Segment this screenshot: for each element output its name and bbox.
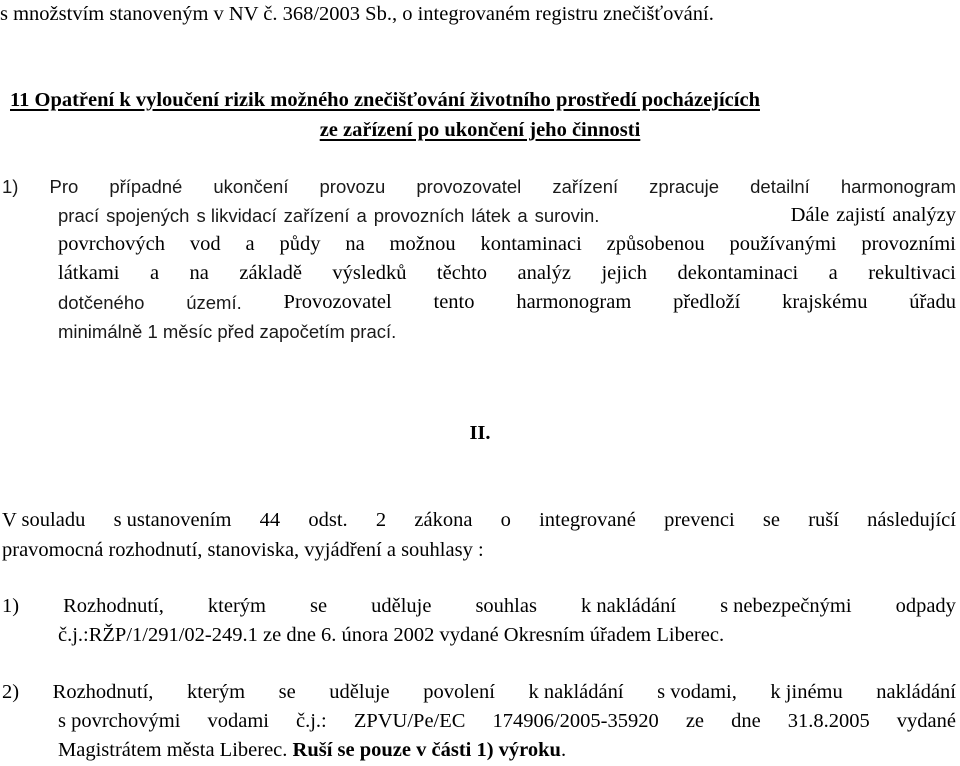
word: uděluje	[329, 681, 390, 703]
word: harmonogram	[840, 176, 956, 197]
word: se	[310, 595, 328, 617]
word: integrované	[539, 509, 636, 531]
word: prevenci	[664, 509, 735, 531]
word: s likvidací	[196, 205, 277, 226]
word: způsobenou	[606, 233, 705, 255]
word: zajistí	[836, 204, 886, 226]
word: detailní	[750, 176, 810, 197]
word: dotčeného	[58, 292, 145, 313]
word: harmonogram	[516, 291, 632, 313]
item2-line-2	[58, 707, 956, 736]
item1-line-2: č.j.:RŽP/1/291/02-249.1 ze dne 6. února 2002 vydané Okresním úřadem Liberec.	[58, 624, 725, 646]
word: prací	[58, 205, 100, 226]
word: povrchových	[58, 233, 166, 255]
word: ukončení	[213, 176, 289, 197]
word: dne	[731, 710, 761, 732]
word: základě	[239, 262, 302, 284]
para1-line-5	[58, 288, 956, 317]
word: 2)	[2, 681, 20, 703]
word: k jinému	[770, 681, 843, 703]
para1-line-2-serif	[791, 201, 956, 230]
word: kontaminaci	[480, 233, 582, 255]
text-period: .	[560, 739, 567, 761]
word: následující	[867, 509, 956, 531]
word: ZPVU/Pe/EC	[353, 710, 466, 732]
item2-line-1	[2, 678, 956, 707]
word: 1)	[2, 595, 20, 617]
word: území.	[186, 292, 242, 313]
text-normal: Magistrátem města Liberec.	[58, 739, 293, 761]
para1-line-2-sans	[58, 201, 599, 230]
word: zpracuje	[649, 176, 720, 197]
word: 44	[259, 509, 281, 531]
word: Provozovatel	[283, 291, 392, 313]
para1-line-2	[58, 201, 956, 230]
word: zařízení	[552, 176, 619, 197]
word: krajskému	[782, 291, 868, 313]
word: nakládání	[876, 681, 956, 703]
word: dekontaminaci	[677, 262, 799, 284]
word: Rozhodnutí,	[63, 595, 164, 617]
word: výsledků	[332, 262, 407, 284]
word: předloží	[673, 291, 741, 313]
word: spojených	[106, 205, 190, 226]
word: látek	[471, 205, 511, 226]
word: a	[828, 262, 838, 284]
top-text-line: s množstvím stanoveným v NV č. 368/2003 Sb., o integrovaném registru znečišťování.	[0, 3, 714, 25]
word: s ustanovením	[113, 509, 232, 531]
section-heading-line-2: ze zařízení po ukončení jeho činnosti	[319, 119, 641, 141]
word: 174906/2005-35920	[492, 710, 659, 732]
word: možnou	[389, 233, 456, 255]
word: na	[345, 233, 365, 255]
word: a	[245, 233, 255, 255]
word: odst.	[308, 509, 348, 531]
section-roman-numeral: II.	[469, 422, 491, 444]
word: s vodami,	[657, 681, 737, 703]
word: Dále	[790, 204, 830, 226]
word: těchto	[436, 262, 488, 284]
word: povolení	[423, 681, 495, 703]
word: surovin.	[534, 205, 600, 226]
word: vydané	[896, 710, 956, 732]
word: k nakládání	[580, 595, 677, 617]
word: provozu	[319, 176, 386, 197]
intro-line-1	[2, 506, 956, 535]
word: analýzy	[892, 204, 956, 226]
word: uděluje	[371, 595, 432, 617]
word: kterým	[207, 595, 266, 617]
word: vodami	[207, 710, 269, 732]
item1-line-1	[2, 592, 956, 621]
word: se	[762, 509, 780, 531]
word: s nebezpečnými	[720, 595, 852, 617]
word: na	[189, 262, 209, 284]
word: případné	[109, 176, 183, 197]
word: č.j.:	[296, 710, 327, 732]
item2-line-3	[58, 736, 566, 765]
word: Rozhodnutí,	[52, 681, 154, 703]
word: a	[149, 262, 160, 284]
word: vod	[189, 233, 221, 255]
word: úřadu	[909, 291, 956, 313]
word: V souladu	[2, 509, 86, 531]
word: s povrchovými	[58, 710, 181, 732]
word: provozních	[373, 205, 465, 226]
word: rekultivaci	[868, 262, 956, 284]
word: se	[278, 681, 296, 703]
word: zařízení	[283, 205, 350, 226]
section-heading-line-1: 11 Opatření k vyloučení rizik možného znečišťování životního prostředí pocházejících	[10, 89, 760, 111]
word: ruší	[808, 509, 839, 531]
word: provozovatel	[416, 176, 522, 197]
word: ze	[685, 710, 705, 732]
para1-line-4	[58, 259, 956, 288]
word: látkami	[58, 262, 120, 284]
word: používanými	[729, 233, 837, 255]
word: 2	[375, 509, 387, 531]
word: a	[517, 205, 528, 226]
word: 1)	[2, 176, 19, 197]
word: 31.8.2005	[787, 710, 870, 732]
para1-line-3	[58, 230, 956, 259]
para1-line-6: minimálně 1 měsíc před započetím prací.	[58, 321, 397, 342]
word: Pro	[49, 176, 79, 197]
word: o	[500, 509, 511, 531]
word: tento	[433, 291, 475, 313]
word: provozními	[861, 233, 956, 255]
word: odpady	[895, 595, 956, 617]
word: půdy	[279, 233, 321, 255]
word: kterým	[187, 681, 246, 703]
intro-line-2: pravomocná rozhodnutí, stanoviska, vyjádření a souhlasy :	[2, 539, 484, 561]
word: jejich	[601, 262, 647, 284]
text-bold-emphasis: Ruší se pouze v části 1) výroku	[292, 739, 561, 761]
word: souhlas	[475, 595, 537, 617]
para1-line-1	[2, 172, 956, 201]
word: zákona	[414, 509, 473, 531]
word: analýz	[517, 262, 571, 284]
word: a	[356, 205, 367, 226]
word: k nakládání	[528, 681, 624, 703]
